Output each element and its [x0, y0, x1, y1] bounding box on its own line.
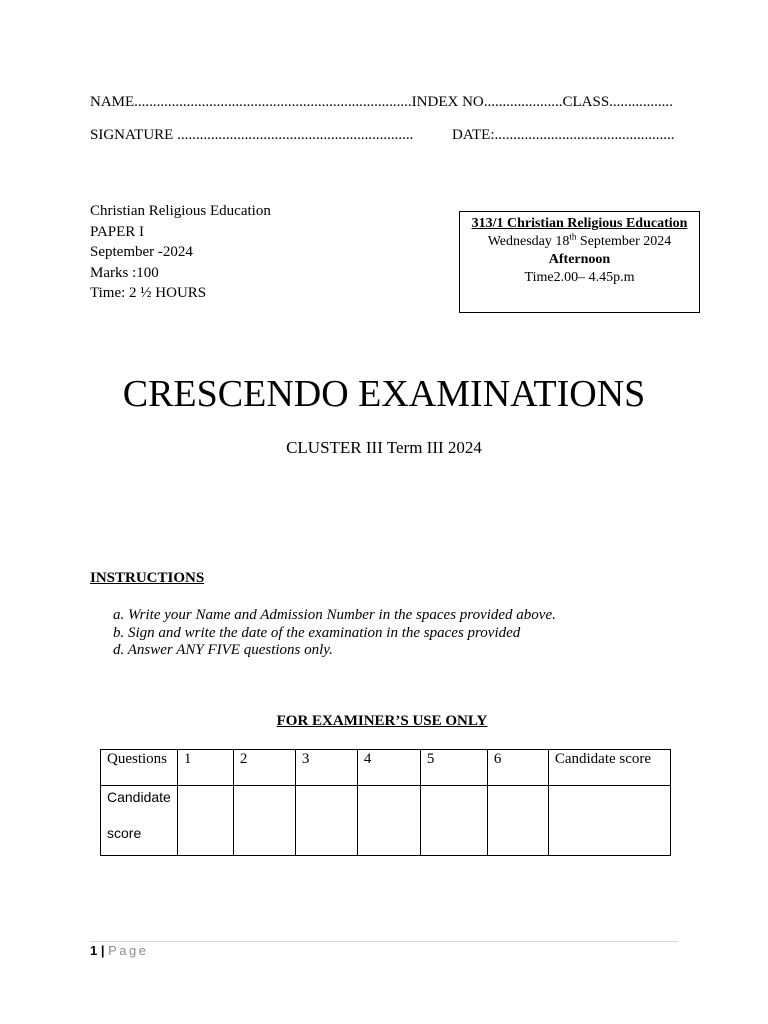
box-date-prefix: Wednesday 18 — [487, 234, 570, 249]
instruction-item: b. Sign and write the date of the examination in the spaces provided — [113, 624, 521, 641]
table-header-cell: 5 — [420, 750, 487, 786]
score-cell[interactable] — [233, 786, 295, 856]
table-header-cell: Questions — [101, 750, 178, 786]
page-label: Page — [108, 943, 149, 958]
page-footer — [90, 943, 149, 958]
footer-rule — [90, 941, 678, 942]
paper-meta — [90, 201, 271, 304]
score-cell[interactable] — [548, 786, 670, 856]
score-cell[interactable] — [420, 786, 487, 856]
candidate-score-label-cell — [101, 786, 178, 856]
table-row — [101, 786, 671, 856]
table-header-cell: Candidate score — [548, 750, 670, 786]
instructions-list — [113, 607, 556, 660]
date-line: DATE:................................................ — [452, 127, 675, 143]
page-title: CRESCENDO EXAMINATIONS — [122, 373, 646, 415]
page-subtitle: CLUSTER III Term III 2024 — [286, 438, 482, 457]
candidate-score-label — [107, 779, 171, 851]
table-row — [101, 750, 671, 786]
candidate-label-bottom: score — [107, 825, 142, 841]
marks-text: Marks :100 — [90, 264, 159, 281]
time-text: Time: 2 ½ HOURS — [90, 285, 207, 301]
score-table — [100, 749, 671, 856]
exam-info-box — [459, 211, 700, 313]
table-header-cell: 6 — [487, 750, 548, 786]
month-text: September -2024 — [90, 244, 193, 260]
table-header-cell: 4 — [357, 750, 420, 786]
subject-text: Christian Religious Education — [90, 203, 271, 219]
table-header-cell: 3 — [295, 750, 357, 786]
box-title: 313/1 Christian Religious Education — [471, 216, 688, 231]
table-header-cell: 1 — [177, 750, 233, 786]
score-cell[interactable] — [487, 786, 548, 856]
score-cell[interactable] — [295, 786, 357, 856]
candidate-label-top: Candidate — [107, 789, 171, 805]
box-date-suffix: September 2024 — [576, 234, 672, 249]
instruction-item: d. Answer ANY FIVE questions only. — [113, 642, 333, 658]
examiner-heading: FOR EXAMINER’S USE ONLY — [276, 713, 488, 729]
box-date — [460, 233, 699, 251]
instructions-heading: INSTRUCTIONS — [90, 570, 205, 586]
name-index-class-line: NAME..........................................................................INDEX NO.....................CLASS................. — [90, 94, 673, 110]
instruction-item: a. Write your Name and Admission Number in the spaces provided above. — [113, 607, 556, 623]
box-time: Time2.00– 4.45p.m — [524, 270, 635, 285]
score-cell[interactable] — [357, 786, 420, 856]
table-header-cell: 2 — [233, 750, 295, 786]
signature-line: SIGNATURE ............................................................... — [90, 127, 414, 143]
box-date-sup: th — [569, 231, 577, 242]
paper-text: PAPER I — [90, 223, 145, 240]
box-session: Afternoon — [548, 252, 611, 267]
page-separator: | — [100, 943, 105, 958]
score-cell[interactable] — [177, 786, 233, 856]
signature-date-line — [90, 127, 675, 144]
page-number: 1 — [90, 943, 98, 958]
